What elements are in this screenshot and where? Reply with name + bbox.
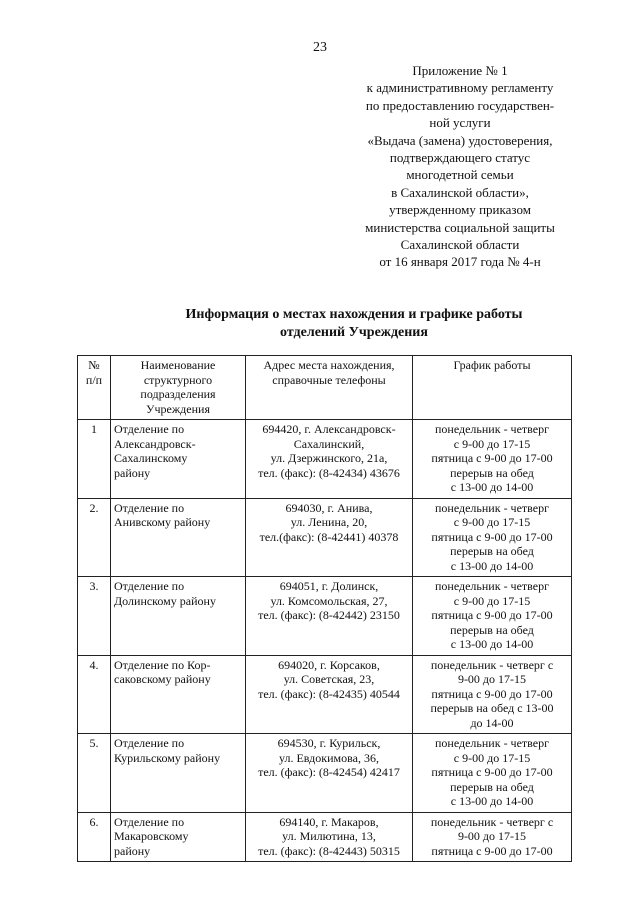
office-name-line: Анивскому району [114, 515, 211, 529]
table-row [78, 812, 572, 862]
office-address-line: ул. Дзержинского, 21а, [270, 451, 388, 465]
office-name [111, 655, 246, 734]
office-schedule [413, 420, 572, 499]
office-name-line: Отделение по [114, 500, 185, 515]
office-schedule-line: пятница с 9-00 до 17-00 [431, 686, 553, 701]
header-num-line: № [88, 358, 100, 372]
office-schedule-line: перерыв на обед [450, 465, 534, 480]
office-address-line: тел. (факс): (8-42442) 23150 [258, 608, 400, 622]
appendix-line: ной услуги [429, 115, 491, 131]
table-row [78, 734, 572, 813]
office-address [246, 812, 413, 862]
appendix-line: Сахалинской области [400, 237, 520, 253]
header-schedule-line: График работы [453, 358, 531, 372]
appendix-block [350, 62, 570, 271]
table-row [78, 577, 572, 656]
office-schedule-line: перерыв на обед [450, 544, 534, 558]
office-schedule [413, 734, 572, 813]
row-number: 4. [78, 655, 111, 734]
office-address-line: ул. Советская, 23, [283, 672, 375, 686]
office-schedule-line: 9-00 до 17-15 [457, 829, 527, 843]
office-name-line: Макаровскому [114, 829, 189, 843]
offices-table [77, 355, 572, 862]
office-address [246, 498, 413, 577]
row-number: 1 [78, 420, 111, 499]
office-address-line: ул. Милютина, 13, [282, 829, 376, 843]
office-name-line: Долинскому району [114, 593, 216, 608]
row-number: 5. [78, 734, 111, 813]
header-address-line: Адрес места нахождения, [263, 358, 395, 372]
row-number: 3. [78, 577, 111, 656]
appendix-line: «Выдача (замена) удостоверения, [367, 132, 553, 148]
row-number: 6. [78, 812, 111, 862]
appendix-line: подтверждающего статус [389, 150, 531, 166]
appendix-line: утвержденному приказом [389, 202, 531, 218]
office-address [246, 734, 413, 813]
office-schedule [413, 655, 572, 734]
office-address [246, 577, 413, 656]
office-name [111, 734, 246, 813]
office-name-line: Отделение по Кор- [114, 657, 211, 672]
office-schedule-line: понедельник - четверг [434, 736, 550, 750]
office-schedule [413, 577, 572, 656]
header-num-line: п/п [85, 372, 103, 387]
office-name-line: Александровск- [114, 436, 196, 451]
office-address-line: ул. Комсомольская, 27, [270, 593, 388, 608]
header-schedule [413, 356, 572, 420]
table-row [78, 420, 572, 499]
header-name-line: Наименование [140, 358, 216, 372]
office-name-line: Отделение по [114, 814, 185, 829]
office-schedule-line: пятница с 9-00 до 17-00 [431, 451, 553, 465]
office-schedule-line: понедельник - четверг с [430, 657, 554, 672]
office-schedule-line: с 13-00 до 14-00 [450, 558, 534, 573]
appendix-line: Приложение № 1 [412, 63, 508, 78]
office-schedule-line: пятница с 9-00 до 17-00 [431, 529, 553, 544]
office-address-line: тел. (факс): (8-42454) 42417 [258, 765, 400, 779]
office-address [246, 420, 413, 499]
header-name-line: структурного [143, 372, 213, 387]
document-title-line-2: отделений Учреждения [280, 325, 428, 340]
office-name [111, 812, 246, 862]
office-name-line: Отделение по [114, 422, 185, 436]
appendix-line: в Сахалинской области», [391, 184, 529, 200]
appendix-line: многодетной семьи [406, 167, 514, 183]
office-schedule-line: перерыв на обед с 13-00 [430, 701, 554, 715]
header-num [78, 356, 111, 420]
table-row [78, 498, 572, 577]
table-header-row [78, 356, 572, 420]
office-schedule-line: 9-00 до 17-15 [457, 672, 527, 686]
office-name-line: Курильскому району [114, 750, 221, 765]
office-address-line: Сахалинский, [293, 436, 365, 451]
office-schedule-line: с 13-00 до 14-00 [450, 794, 534, 808]
office-schedule-line: с 9-00 до 17-15 [453, 593, 531, 608]
document-title [100, 306, 608, 342]
page-number: 23 [313, 40, 327, 55]
office-name [111, 498, 246, 577]
header-address [246, 356, 413, 420]
header-name-line: подразделения [140, 387, 216, 401]
office-name-line: району [114, 843, 151, 858]
office-name-line: Отделение по [114, 736, 185, 750]
office-schedule [413, 498, 572, 577]
office-address-line: 694420, г. Александровск- [262, 422, 396, 436]
row-number: 2. [78, 498, 111, 577]
office-schedule-line: перерыв на обед [450, 779, 534, 794]
document-title-line-1: Информация о местах нахождения и графике работы [185, 307, 523, 322]
office-address-line: 694020, г. Корсаков, [278, 657, 380, 672]
office-name [111, 577, 246, 656]
office-address-line: 694530, г. Курильск, [277, 736, 381, 750]
office-address-line: 694051, г. Долинск, [279, 579, 379, 593]
office-address-line: тел. (факс): (8-42435) 40544 [258, 686, 400, 701]
office-name-line: району [114, 465, 151, 480]
office-address-line: ул. Ленина, 20, [290, 515, 368, 529]
office-schedule-line: с 9-00 до 17-15 [453, 750, 531, 765]
office-name [111, 420, 246, 499]
office-address-line: 694140, г. Макаров, [279, 814, 379, 829]
office-schedule [413, 812, 572, 862]
header-name [111, 356, 246, 420]
office-schedule-line: до 14-00 [470, 715, 514, 730]
office-schedule-line: пятница с 9-00 до 17-00 [431, 608, 553, 622]
office-name-line: Сахалинскому [114, 451, 188, 465]
table-row [78, 655, 572, 734]
appendix-line: от 16 января 2017 года № 4-н [379, 254, 541, 270]
header-name-line: Учреждения [146, 401, 210, 416]
office-schedule-line: с 13-00 до 14-00 [450, 637, 534, 651]
office-schedule-line: пятница с 9-00 до 17-00 [431, 765, 553, 779]
office-address-line: тел. (факс): (8-42434) 43676 [258, 465, 400, 480]
office-name-line: саковскому району [114, 672, 211, 686]
appendix-line: по предоставлению государствен- [365, 97, 555, 113]
office-schedule-line: понедельник - четверг [434, 422, 550, 436]
office-schedule-line: понедельник - четверг с [430, 814, 554, 829]
office-name-line: Отделение по [114, 579, 185, 593]
appendix-line: министерства социальной защиты [365, 219, 555, 235]
office-schedule-line: понедельник - четверг [434, 500, 550, 515]
office-schedule-line: понедельник - четверг [434, 579, 550, 593]
office-address-line: тел. (факс): (8-42443) 50315 [258, 843, 400, 858]
office-schedule-line: с 9-00 до 17-15 [453, 436, 531, 451]
office-address-line: тел.(факс): (8-42441) 40378 [259, 529, 399, 544]
office-schedule-line: с 13-00 до 14-00 [450, 480, 534, 494]
office-address-line: 694030, г. Анива, [285, 500, 373, 515]
office-schedule-line: пятница с 9-00 до 17-00 [431, 843, 553, 858]
office-address-line: ул. Евдокимова, 36, [279, 750, 379, 765]
office-address [246, 655, 413, 734]
office-schedule-line: перерыв на обед [450, 622, 534, 637]
header-address-line: справочные телефоны [272, 372, 386, 387]
table-body [78, 420, 572, 862]
office-schedule-line: с 9-00 до 17-15 [453, 515, 531, 529]
appendix-line: к административному регламенту [366, 80, 554, 96]
